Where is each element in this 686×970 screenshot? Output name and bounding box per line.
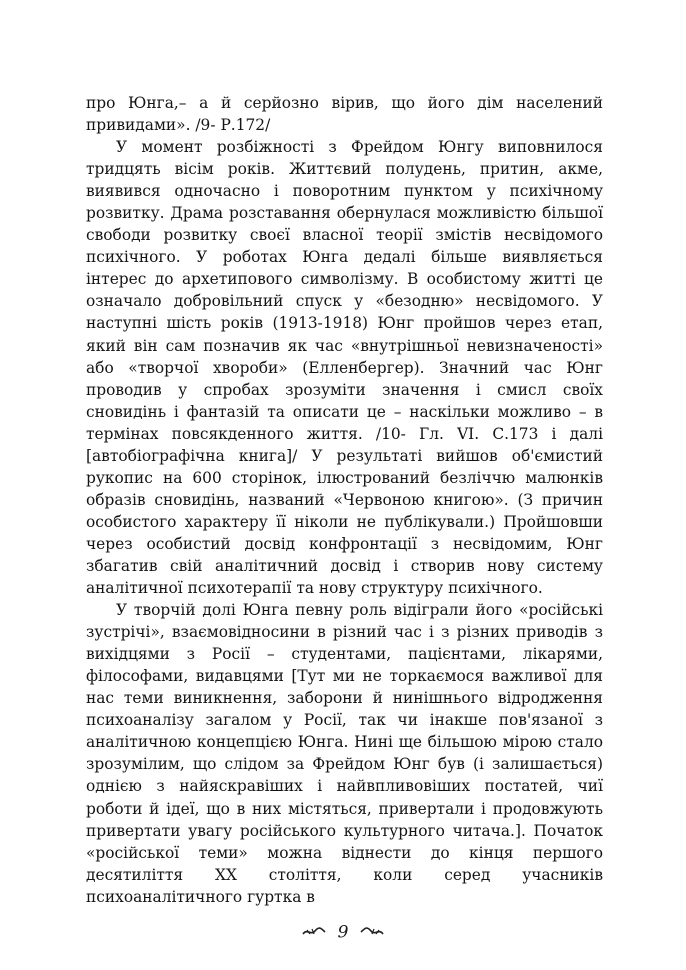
page-footer (0, 921, 686, 944)
paragraph-jung-freud-split: У момент розбіжності з Фрейдом Юнгу виповнилося тридцять вісім років. Життєвий полудень, притин, акме, виявився одночасно і поворотним пунктом у психічному розвитку. Драма розставання обернулася можливістю більшої свободи розвитку своєї власної теорії змістів несвідомого психічного. У роботах Юнга дедалі більше виявляється інтерес до архетипового символізму. В особистому житті це означало добровільний спуск у «безодню» несвідомого. У наступні шість років (1913-1918) Юнг пройшов через етап, який він сам позначив як час «внутрішньої невизначеності» або «творчої хвороби» (Елленбергер). Значний час Юнг проводив у спробах зрозуміти значення і смисл своїх сновидінь і фантазій та описати це – наскільки можливо – в термінах повсякденного життя. /10- Гл. VI. С.173 і далі [автобіографічна книга]/ У результаті вийшов об'ємистий рукопис на 600 сторінок, ілюстрований безліччю малюнків образів сновидінь, названий «Червоною книгою». (З причин особистого характеру її ніколи не публікували.) Пройшовши через особистий досвід конфронтації з несвідомим, Юнг збагатив свій аналітичний досвід і створив нову систему аналітичної психотерапії та нову структуру психічного. (86, 138, 603, 598)
page-number: 9 (337, 922, 349, 943)
page-body (86, 92, 603, 906)
paragraph-russian-encounters: У творчій долі Юнга певну роль відіграли його «російські зустрічі», взаємовідносини в різний час і з різних приводів з вихідцями з Росії – студентами, пацієнтами, лікарями, філософами, видавцями [Тут ми не торкаємося важливої для нас теми виникнення, заборони й нинішнього відродження психоаналізу загалом у Росії, так чи інакше пов'язаної з аналітичною концепцією Юнга. Нині ще більшою мірою стало зрозумілим, що слідом за Фрейдом Юнг був (і залишається) однією з найяскравіших і найвпливовіших постатей, чиї роботи й ідеї, що в них містяться, привертали і продовжують привертати увагу російського культурного читача.]. Початок «російської теми» можна віднести до кінця першого десятиліття XX століття, коли серед учасників психоаналітичного гуртка в (86, 601, 603, 906)
left-ornament-icon (302, 922, 326, 944)
right-ornament-icon (360, 922, 384, 944)
paragraph-continuation: про Юнга,– а й серйозно вірив, що його дім населений привидами». /9- Р.172/ (86, 94, 603, 135)
